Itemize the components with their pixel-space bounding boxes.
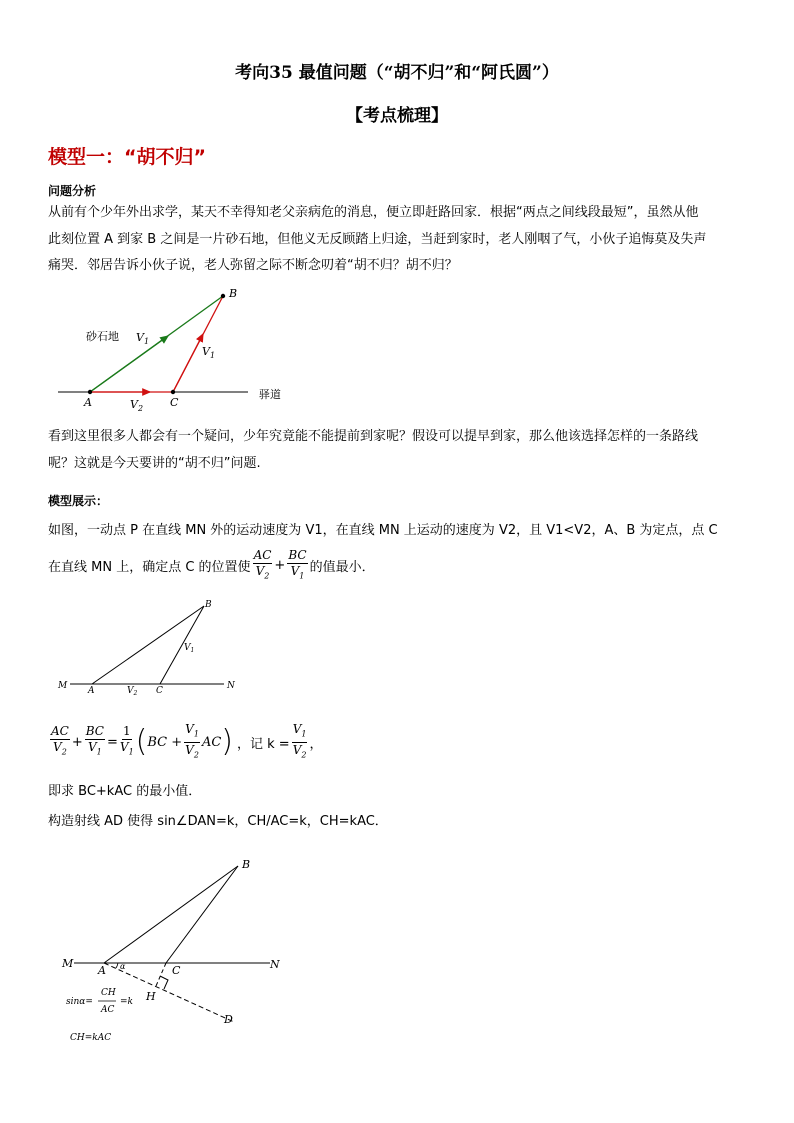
label-d-3: D	[224, 1013, 233, 1026]
formula-bc-v1: $\frac{BC}{V_1}$	[85, 724, 104, 757]
point-c-label: C	[170, 396, 179, 409]
sin-num: CH	[101, 988, 116, 998]
model-display-label: 模型展示：	[48, 494, 109, 508]
segment-cb-3	[166, 866, 238, 963]
sin-den: AC	[101, 1005, 115, 1015]
label-a: A	[88, 686, 95, 696]
segment-cb	[160, 606, 204, 684]
formula-one-v1: $\frac{1}{V_1}$	[119, 724, 134, 757]
section-subtitle: 【考点梳理】	[346, 106, 448, 126]
find-text: 即求 BC+kAC 的最小值．	[48, 784, 202, 799]
v1-red-label: $V_1$	[202, 345, 216, 360]
question-line-2: 呢？这就是今天要讲的“胡不归”问题.	[48, 455, 261, 471]
label-v1: $V_1$	[184, 643, 195, 654]
formula-line: $\frac{AC}{V_2}$ + $\frac{BC}{V_1}$ = $\frac{1}{V_1}$ ( BC + $\frac{V_1}{V_2}$ AC ) ，记 k = $\frac{V_1}{V_2}$ ，	[48, 722, 322, 762]
formula-v1-v2: $\frac{V_1}{V_2}$	[185, 722, 199, 759]
ch-kac: CH=kAC	[70, 1033, 112, 1043]
sin-lhs: sinα=	[66, 997, 93, 1007]
segment-ch	[156, 963, 166, 986]
point-a-dot	[88, 390, 92, 394]
label-m-3: M	[62, 957, 74, 970]
label-n: N	[227, 681, 235, 691]
v2-label: $V_2$	[130, 398, 144, 412]
formula-ac-v2: $\frac{AC}{V_2}$	[51, 724, 69, 757]
question-line-1: 看到这里很多人都会有一个疑问，少年究竟能不能提前到家呢？假设可以提早到家，那么他该选择怎样的一条路线	[48, 429, 699, 444]
sin-eqk: =k	[120, 997, 133, 1007]
model-heading: 模型一：“胡不归”	[48, 146, 206, 168]
label-n-3: N	[270, 958, 280, 971]
figure-mn-diagram	[48, 594, 248, 698]
label-h-3: H	[146, 990, 156, 1003]
label-b: B	[205, 600, 212, 610]
formula-ac-tail: AC	[201, 734, 222, 750]
formula-bc-plus: BC +	[147, 734, 183, 750]
label-v2: $V_2$	[127, 686, 138, 697]
point-a-label: A	[84, 396, 92, 409]
road-label: 驿道	[259, 388, 281, 401]
right-angle-mark	[160, 976, 168, 989]
model-text-line-1: 如图，一动点 P 在直线 MN 外的运动速度为 V1，在直线 MN 上运动的速度为 V2，且 V1<V2，A、B 为定点，点 C	[48, 523, 718, 538]
fraction-ac-v2: $\frac{AC}{V_2}$	[253, 548, 272, 581]
model-text-line-2b: 的值最小．	[309, 560, 375, 576]
point-c-dot	[171, 390, 175, 394]
figure-construction-diagram	[48, 850, 308, 1050]
sand-path-arrow	[90, 336, 168, 392]
fraction-bc-v1: $\frac{BC}{V_1}$	[288, 548, 307, 581]
label-c: C	[156, 686, 163, 696]
cb-path-arrow	[173, 334, 203, 392]
story-line-1: 从前有个少年外出求学，某天不幸得知老父亲病危的消息，便立即赶路回家．根据“两点之间线段最短”，虽然从他	[48, 205, 699, 220]
segment-ab-3	[104, 866, 238, 963]
story-paragraph	[48, 200, 750, 280]
sand-label: 砂石地	[86, 330, 119, 343]
point-b-label: B	[229, 287, 238, 300]
story-line-2: 此刻位置 A 到家 B 之间是一片砂石地，但他义无反顾踏上归途，当赶到家时，老人刚咽了气，小伙子追悔莫及失声	[48, 231, 707, 247]
label-a-3: A	[98, 964, 106, 977]
story-line-3: 痛哭．邻居告诉小伙子说，老人弥留之际不断念叨着“胡不归？胡不归？	[48, 258, 458, 273]
label-c-3: C	[172, 964, 181, 977]
figure-road-diagram	[48, 282, 308, 412]
v1-green-label: $V_1$	[136, 331, 150, 346]
formula-k-ratio: $\frac{V_1}{V_2}$	[292, 722, 307, 759]
label-m: M	[58, 681, 68, 691]
point-b-dot	[221, 294, 225, 298]
construct-text: 构造射线 AD 使得 sin∠DAN=k，CH/AC=k，CH=kAC．	[48, 814, 388, 829]
question-paragraph	[48, 424, 750, 477]
formula-ji-k: ，记 k =	[237, 736, 290, 752]
label-alpha: α	[120, 962, 126, 971]
ray-ad	[104, 963, 234, 1022]
problem-label: 问题分析	[48, 184, 97, 198]
model-text-line-2: 在直线 MN 上，确定点 C 的位置使 $\frac{AC}{V_2}$ + $\frac{BC}{V_1}$ 的值最小．	[48, 548, 375, 583]
formula-tail: ，	[309, 736, 323, 752]
label-b-3: B	[242, 858, 251, 871]
page-title: 考向35 最值问题（“胡不归”和“阿氏圆”）	[235, 63, 559, 83]
angle-arc	[116, 963, 118, 968]
model-text-line-2a: 在直线 MN 上，确定点 C 的位置使	[48, 560, 251, 576]
